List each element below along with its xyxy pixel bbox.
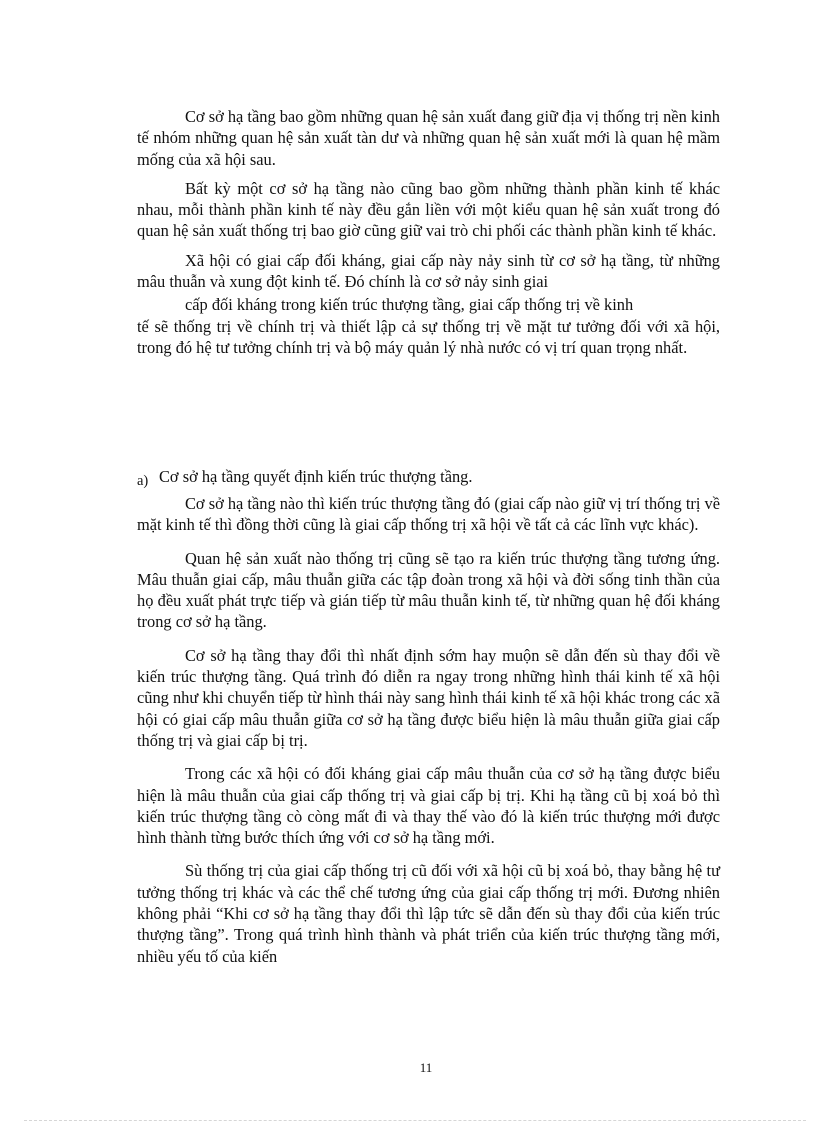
page-number: 11 xyxy=(419,1060,433,1075)
text-block-top xyxy=(137,106,720,366)
paragraph: Cơ sở hạ tầng nào thì kiến trúc thượng tầng đó (giai cấp nào giữ vị trí thống trị về mặt kinh tế thì đồng thời cũng là giai cấp thống trị xã hội về tất cả các lĩnh vực khác). xyxy=(137,494,720,535)
section-title: Cơ sở hạ tầng quyết định kiến trúc thượng tầng. xyxy=(159,467,473,486)
page-bottom-divider xyxy=(24,1120,806,1121)
section-heading xyxy=(137,466,720,489)
paragraph: Cơ sở hạ tầng bao gồm những quan hệ sản xuất đang giữ địa vị thống trị nền kinh tế nhóm những quan hệ sản xuất tàn dư và những quan hệ sản xuất mới là quan hệ mầm mống của xã hội sau. xyxy=(137,107,720,169)
paragraph: Quan hệ sản xuất nào thống trị cũng sẽ tạo ra kiến trúc thượng tầng tương ứng. Mâu thuẫn giai cấp, mâu thuẫn giữa các tập đoàn trong xã hội và đời sống tinh thần của họ đều xuất phát trực tiếp và gián tiếp từ mâu thuẫn kinh tế, từ những quan hệ đối kháng trong cơ sở hạ tầng. xyxy=(137,548,720,632)
section-marker: a) xyxy=(137,473,149,489)
text-block-section xyxy=(137,493,720,967)
paragraph: Cơ sở hạ tầng thay đổi thì nhất định sớm hay muộn sẽ dẫn đến sù thay đổi về kiến trúc thượng tầng. Quá trình đó diễn ra ngay trong những hình thái kinh tế xã hội cũng như khi chuyển tiếp từ hình thái này sang hình thái kinh tế xã hội khác trong các xã hội có giai cấp mâu thuẫn giữa cơ sở hạ tầng được biểu hiện là mâu thuẫn giữa giai cấp thống trị và giai cấp bị trị. xyxy=(137,645,720,750)
paragraph: Trong các xã hội có đối kháng giai cấp mâu thuẫn của cơ sở hạ tầng được biểu hiện là mâu thuẫn của giai cấp thống trị và giai cấp bị trị. Khi hạ tầng cũ bị xoá bỏ thì kiến trúc thượng tầng cò còng mất đi và thay thế vào đó là kiến trúc thượng mới được hình thành từng bước thích ứng với cơ sở hạ tầng mới. xyxy=(137,764,720,848)
paragraph-continued xyxy=(137,294,720,358)
paragraph: Xã hội có giai cấp đối kháng, giai cấp này nảy sinh từ cơ sở hạ tầng, từ những mâu thuẫn và xung đột kinh tế. Đó chính là cơ sở nảy sinh giai xyxy=(137,250,720,292)
paragraph-continued-first-line: cấp đối kháng trong kiến trúc thượng tầng, giai cấp thống trị về kinh xyxy=(185,295,634,315)
paragraph: Sù thống trị của giai cấp thống trị cũ đối với xã hội cũ bị xoá bỏ, thay bằng hệ tư tưởng thống trị khác và các thể chế tương ứng của giai cấp thống trị mới. Đương nhiên không phải “Khi cơ sở hạ tầng thay đổi thì lập tức sẽ dẫn đến sù thay đổi của kiến trúc thượng tầng”. Trong quá trình hình thành và phát triển của kiến trúc thượng tầng mới, nhiều yếu tố của kiến xyxy=(137,861,720,966)
paragraph-continued-rest: tế sẽ thống trị về chính trị và thiết lập cả sự thống trị về mặt tư tưởng đối với xã hội, trong đó hệ tư tưởng chính trị và bộ máy quản lý nhà nước có vị trí quan trọng nhất. xyxy=(137,316,720,357)
paragraph: Bất kỳ một cơ sở hạ tầng nào cũng bao gồm những thành phần kinh tế khác nhau, mỗi thành phần kinh tế này đều gắn liền với một kiểu quan hệ sản xuất trong đó quan hệ sản xuất thống trị bao giờ cũng giữ vai trò chi phối các thành phần kinh tế khác. xyxy=(137,178,720,241)
